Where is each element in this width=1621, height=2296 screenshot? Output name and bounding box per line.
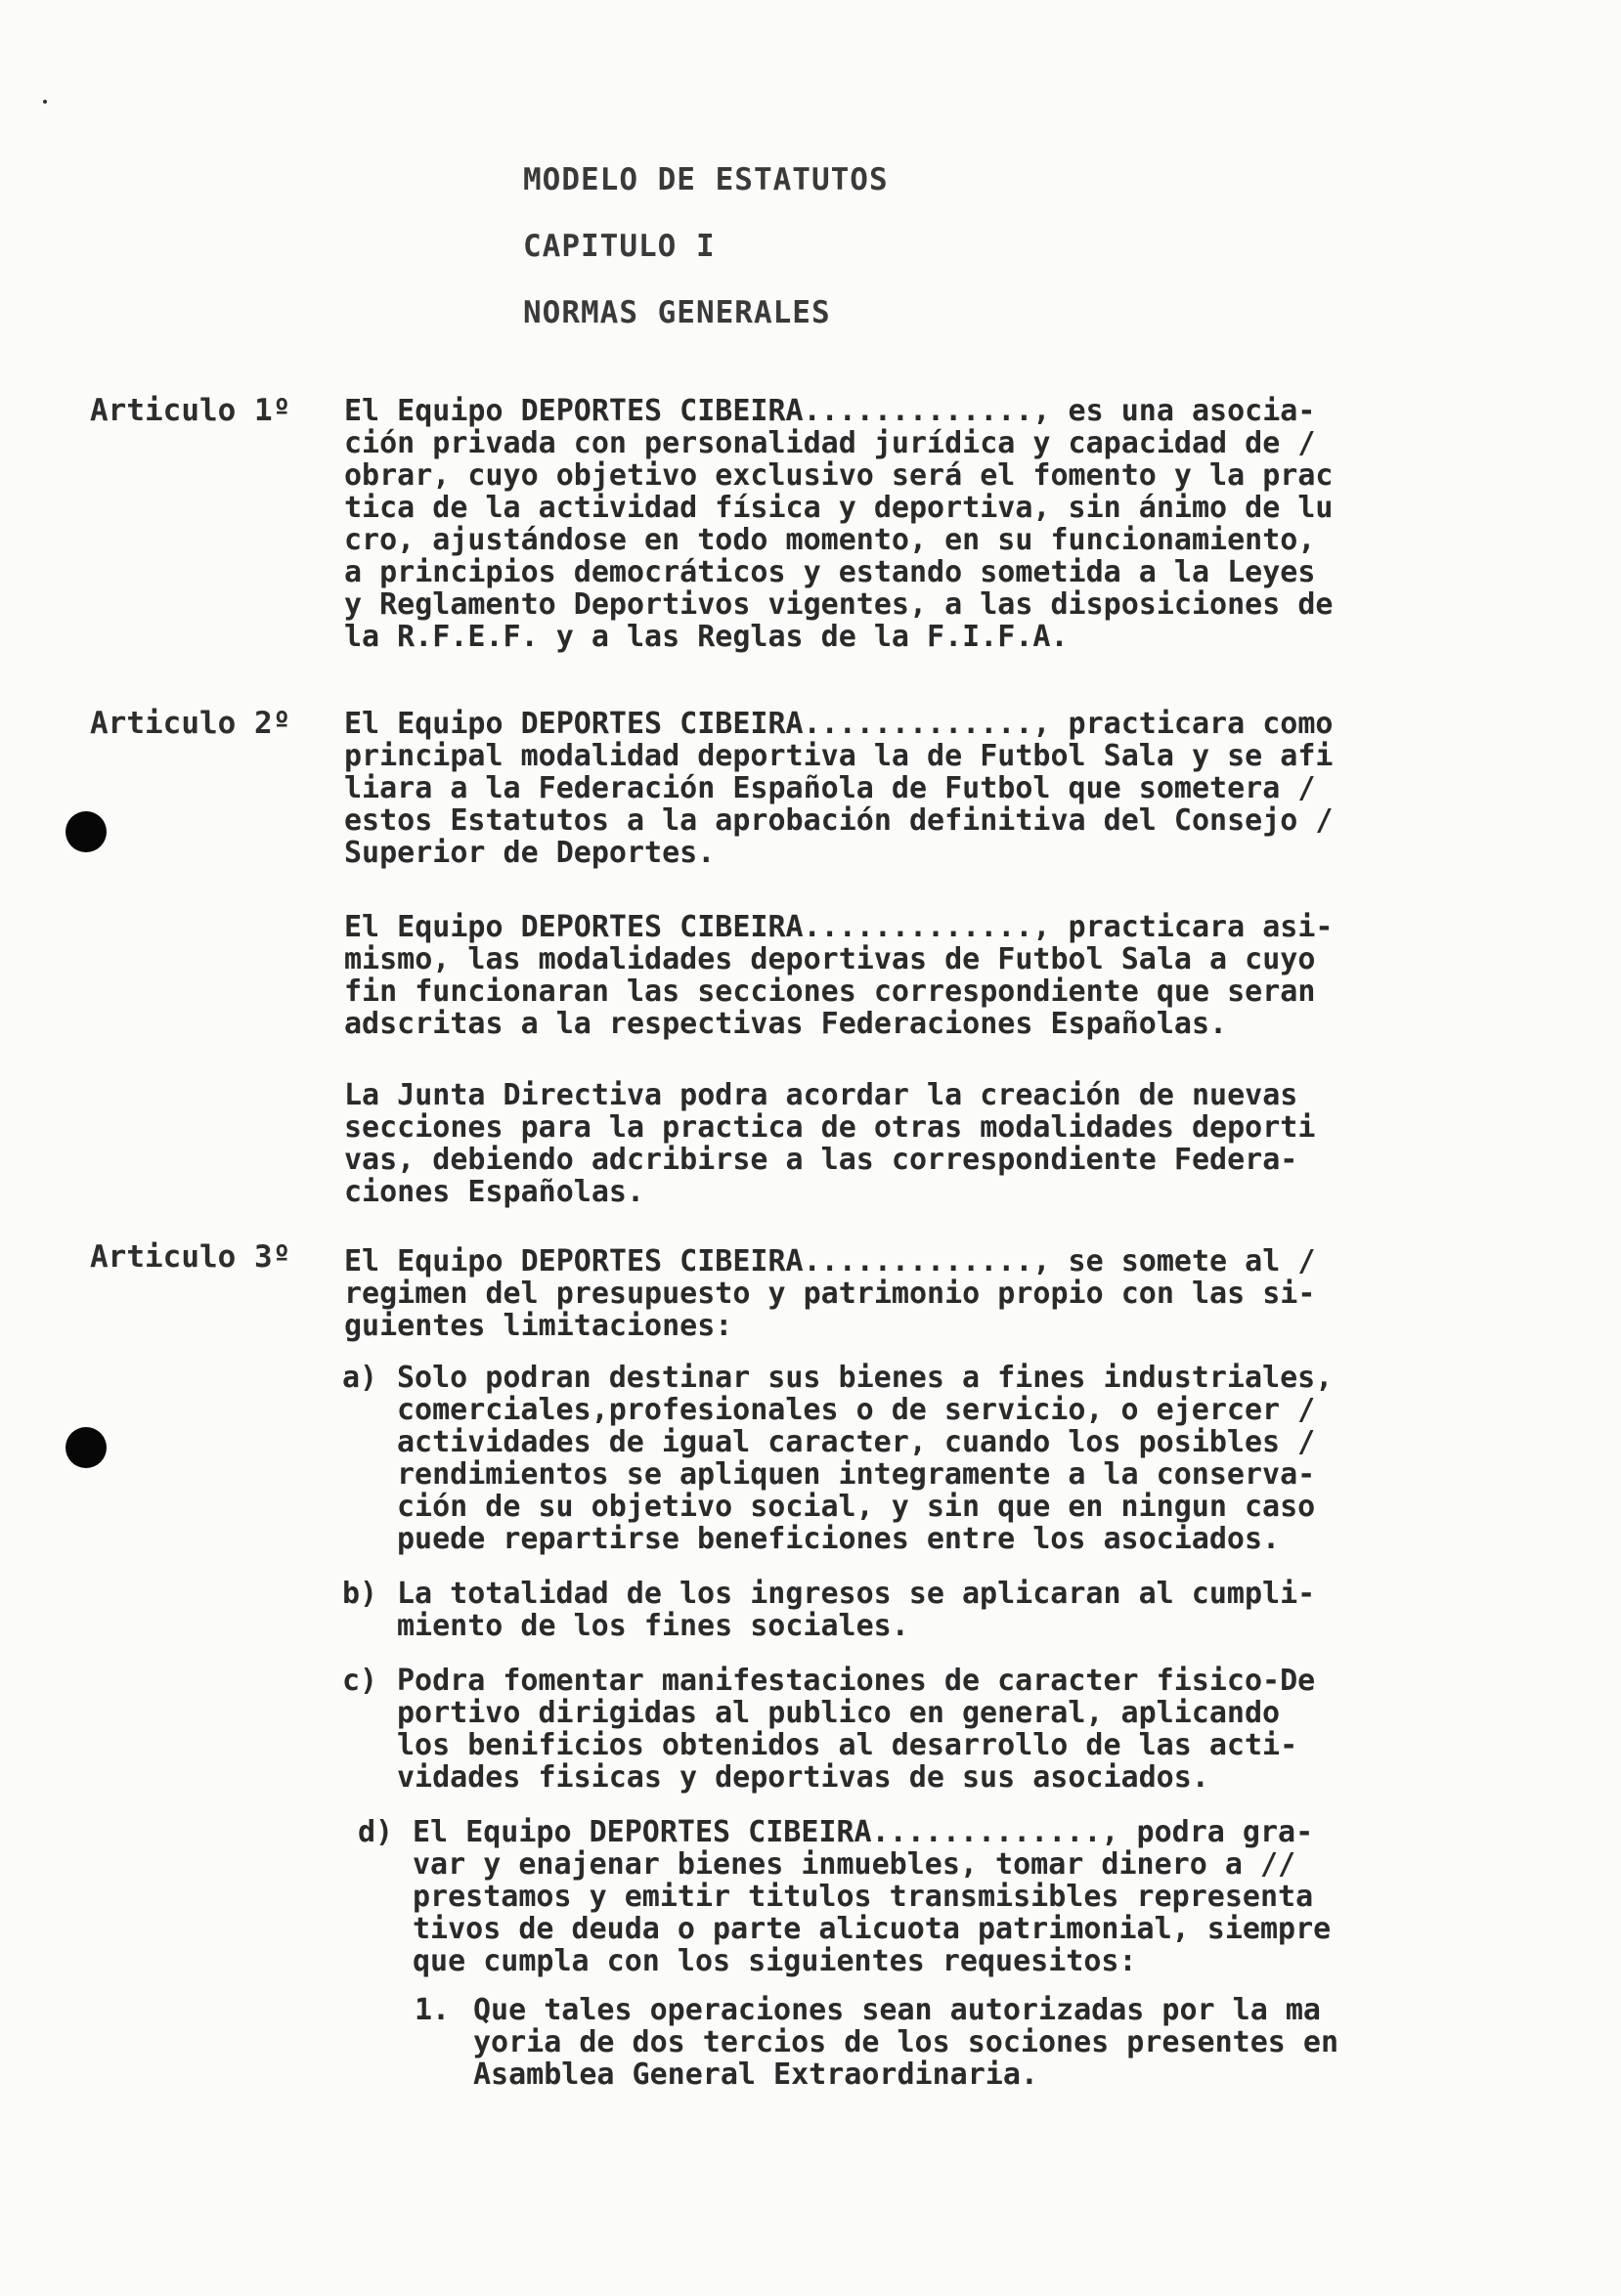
text-line: la R.F.E.F. y a las Reglas de la F.I.F.A. [344,620,1069,654]
article-1-label: Articulo 1º [90,393,291,428]
text-line: Podra fomentar manifestaciones de caracter fisico-De [397,1664,1316,1698]
text-line: var y enajenar bienes inmuebles, tomar dinero a // [413,1847,1296,1882]
text-line: rendimientos se apliquen integramente a la conserva- [397,1457,1316,1492]
list-marker: c) [342,1664,378,1698]
text-line: fin funcionaran las secciones correspondiente que seran [344,975,1316,1009]
text-line: prestamos y emitir titulos transmisibles representa [413,1880,1314,1914]
text-line: El Equipo DEPORTES CIBEIRA............., se somete al / [344,1244,1316,1278]
punch-hole-top [66,811,107,852]
text-line: cro, ajustándose en todo momento, en su funcionamiento, [344,523,1316,557]
text-line: Asamblea General Extraordinaria. [473,2058,1038,2092]
article-2-paragraph-3 [344,1079,1459,1208]
text-line: El Equipo DEPORTES CIBEIRA............., podra gra- [413,1815,1314,1849]
article-1-paragraph [344,395,1459,653]
article-3-label: Articulo 3º [90,1239,291,1275]
text-line: actividades de igual caracter, cuando los posibles / [397,1425,1316,1459]
text-line: yoria de dos tercios de los sociones presentes en [473,2025,1339,2059]
text-line: ción de su objetivo social, y sin que en ningun caso [397,1490,1316,1524]
text-line: El Equipo DEPORTES CIBEIRA............., practicara asi- [344,910,1334,944]
text-line: comerciales,profesionales o de servicio, o ejercer / [397,1393,1316,1427]
text-line: que cumpla con los siguientes requesitos: [413,1944,1137,1978]
text-line: mismo, las modalidades deportivas de Futbol Sala a cuyo [344,942,1316,976]
chapter-heading: CAPITULO I [523,229,716,264]
article-2-paragraph-2 [344,911,1459,1040]
text-line: Que tales operaciones sean autorizadas por la ma [473,1993,1321,2027]
text-line: liara a la Federación Española de Futbol que sometera / [344,771,1316,805]
text-line: portivo dirigidas al publico en general, aplicando [397,1696,1281,1730]
text-line: Solo podran destinar sus bienes a fines industriales, [397,1361,1334,1395]
text-line: puede repartirse beneficiones entre los asociados. [397,1522,1281,1556]
section-heading: NORMAS GENERALES [523,295,831,330]
paper-speck [43,100,47,104]
punch-hole-bottom [66,1427,107,1468]
document-title: MODELO DE ESTATUTOS [523,162,889,197]
text-line: principal modalidad deportiva la de Futbol Sala y se afi [344,739,1334,773]
article-2-label: Articulo 2º [90,706,291,741]
text-line: tica de la actividad física y deportiva, sin ánimo de lu [344,491,1334,525]
text-line: tivos de deuda o parte alicuota patrimonial, siempre [413,1912,1332,1946]
text-line: los benificios obtenidos al desarrollo de las acti- [397,1728,1298,1762]
article-3-paragraph [344,1245,1459,1342]
text-line: ciones Españolas. [344,1175,645,1209]
article-2-paragraph-1 [344,708,1459,869]
text-line: La totalidad de los ingresos se aplicaran al cumpli- [397,1577,1316,1611]
text-line: miento de los fines sociales. [397,1609,909,1643]
list-marker: d) [358,1815,394,1849]
list-marker: a) [342,1361,378,1395]
text-line: y Reglamento Deportivos vigentes, a las disposiciones de [344,587,1334,622]
list-marker: b) [342,1577,378,1611]
text-line: obrar, cuyo objetivo exclusivo será el fomento y la prac [344,458,1334,493]
text-line: El Equipo DEPORTES CIBEIRA............., es una asocia- [344,394,1316,428]
text-line: guientes limitaciones: [344,1309,733,1343]
text-line: secciones para la practica de otras modalidades deporti [344,1110,1316,1145]
text-line: vidades fisicas y deportivas de sus asociados. [397,1760,1209,1795]
text-line: regimen del presupuesto y patrimonio propio con las si- [344,1277,1316,1311]
text-line: estos Estatutos a la aprobación definitiva del Consejo / [344,803,1334,838]
text-line: ción privada con personalidad jurídica y capacidad de / [344,426,1316,460]
text-line: adscritas a la respectivas Federaciones Españolas. [344,1007,1228,1041]
text-line: La Junta Directiva podra acordar la creación de nuevas [344,1078,1298,1112]
text-line: El Equipo DEPORTES CIBEIRA............., practicara como [344,707,1334,741]
list-marker: 1. [415,1993,451,2027]
text-line: vas, debiendo adcribirse a las correspondiente Federa- [344,1143,1298,1177]
text-line: Superior de Deportes. [344,836,716,870]
text-line: a principios democráticos y estando sometida a la Leyes [344,555,1316,589]
